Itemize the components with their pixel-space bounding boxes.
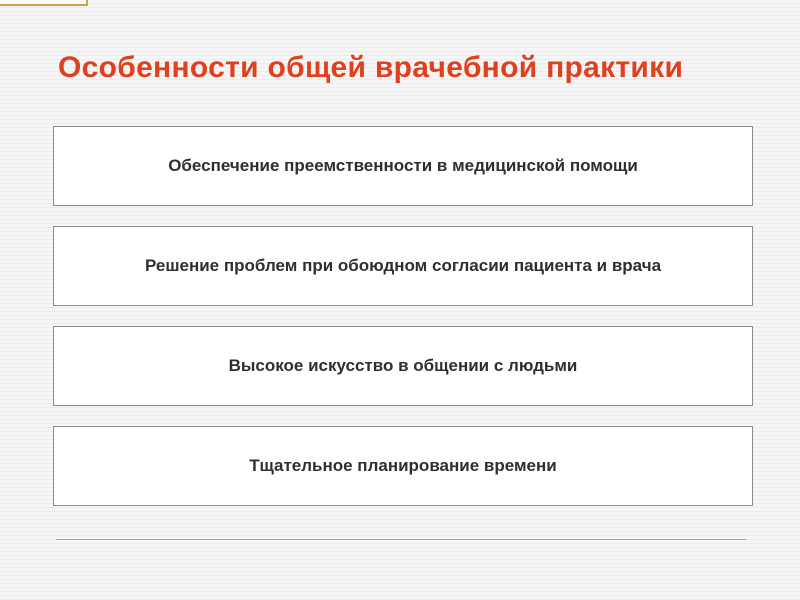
feature-box [53,426,753,506]
feature-box [53,126,753,206]
bottom-divider [56,539,746,540]
feature-text: Высокое искусство в общении с людьми [228,356,578,375]
feature-text: Обеспечение преемственности в медицинской помощи [168,156,638,175]
feature-box [53,226,753,306]
corner-decoration [0,0,88,6]
feature-text: Решение проблем при обоюдном согласии пациента и врача [144,256,662,275]
feature-list [53,126,753,526]
feature-text: Тщательное планирование времени [249,456,557,475]
feature-box [53,326,753,406]
slide-title: Особенности общей врачебной практики [58,51,684,84]
